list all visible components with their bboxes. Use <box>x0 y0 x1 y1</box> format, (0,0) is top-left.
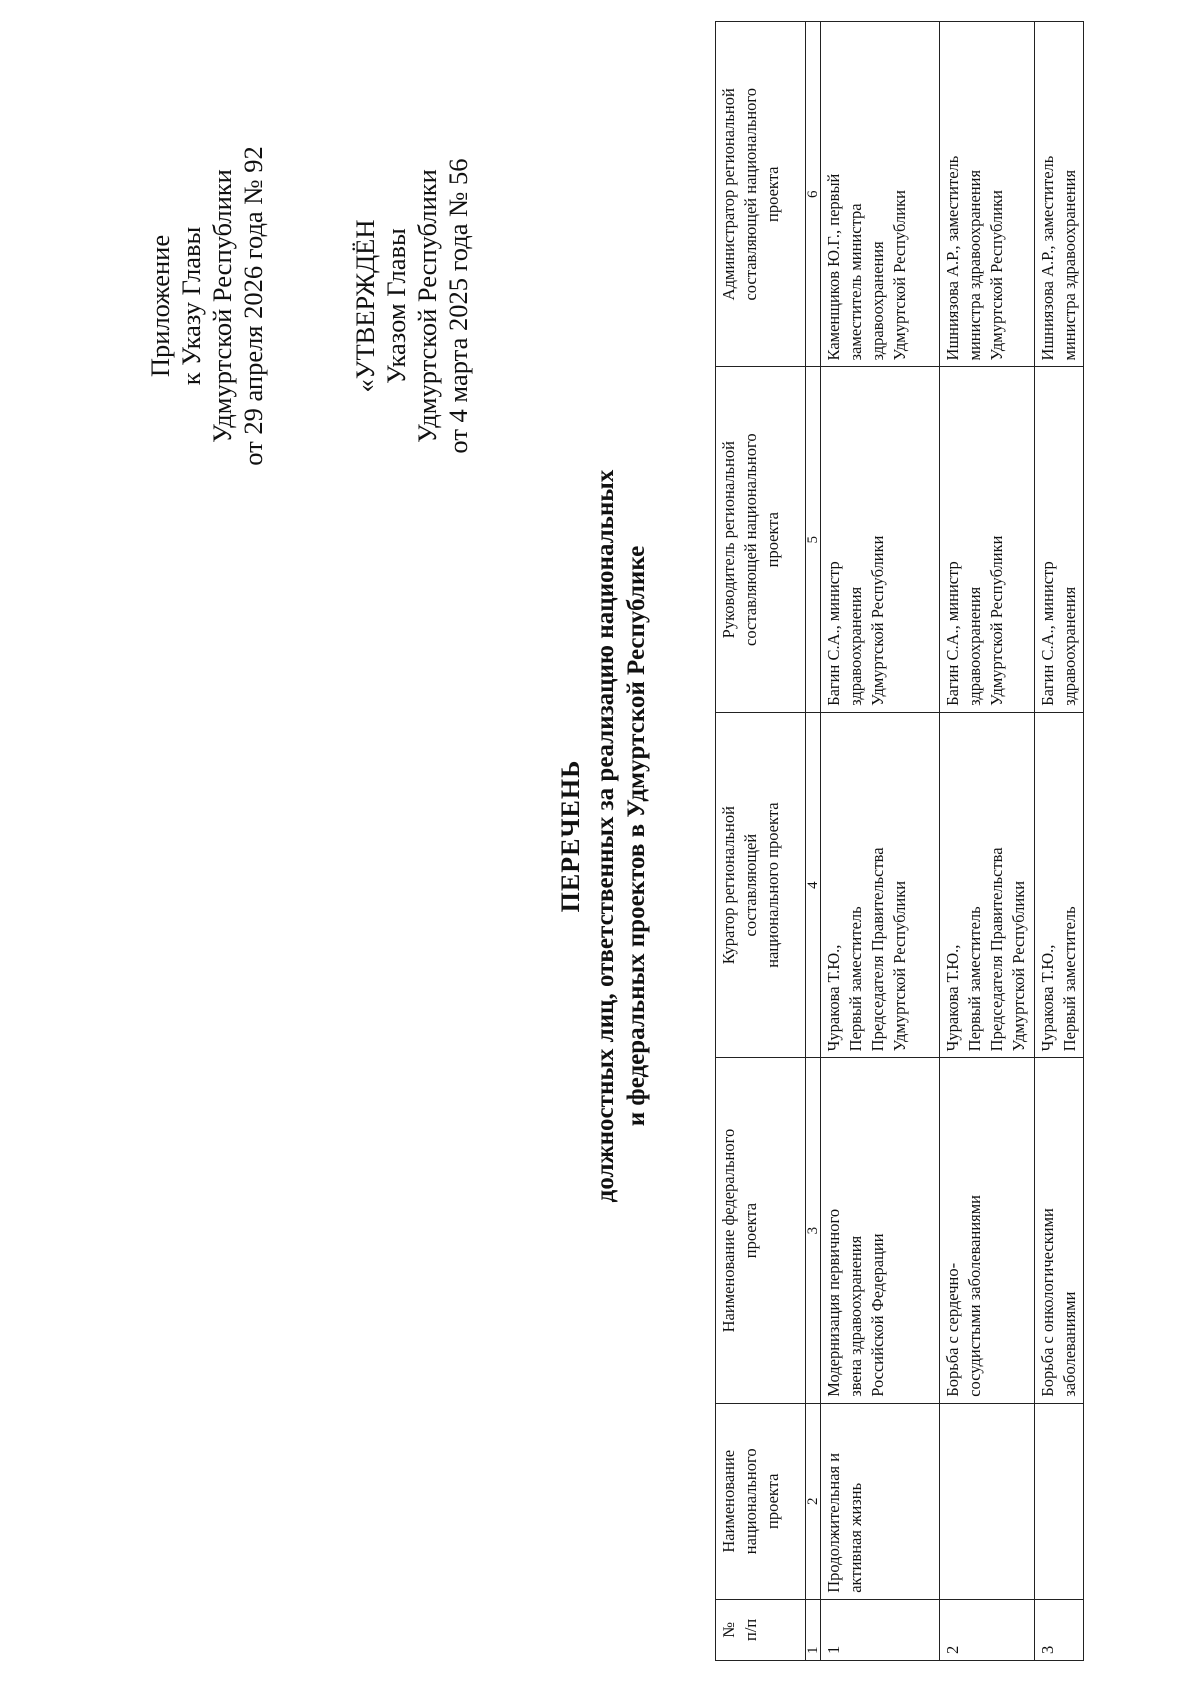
cell-line: заболеваниями <box>1060 1291 1079 1397</box>
approval-line: Указом Главы <box>381 228 411 384</box>
column-number: 5 <box>806 367 821 712</box>
cell-line: активная жизнь <box>846 1482 865 1593</box>
head-cell <box>940 367 1035 712</box>
header-text: проекта <box>763 1473 782 1529</box>
cell-line: Продолжительная и <box>824 1452 843 1593</box>
curator-cell <box>940 712 1035 1057</box>
table-row <box>821 22 940 1661</box>
curator-cell <box>821 712 940 1057</box>
cell-line: Удмуртской Республики <box>987 535 1006 706</box>
cell-line: звена здравоохранения <box>846 1235 865 1397</box>
approval-note <box>350 96 474 516</box>
header-text: национального проекта <box>763 802 782 968</box>
document-subtitle-line: должностных лиц, ответственных за реализацию национальных <box>592 469 619 1203</box>
cell-line: Удмуртской Республики <box>890 190 909 361</box>
header-text: проекта <box>763 166 782 222</box>
header-national-project <box>716 1403 806 1599</box>
cell-line: Первый заместитель <box>846 906 865 1052</box>
cell-line: сосудистыми заболеваниями <box>965 1194 984 1397</box>
document-title: ПЕРЕЧЕНЬ <box>556 759 585 913</box>
head-cell <box>821 367 940 712</box>
column-number: 1 <box>806 1599 821 1660</box>
table-header-row <box>716 22 806 1661</box>
column-number: 4 <box>806 712 821 1057</box>
header-curator <box>716 712 806 1057</box>
appendix-note <box>145 96 269 516</box>
column-number: 3 <box>806 1058 821 1403</box>
cell-line: здравоохранения <box>965 586 984 706</box>
approval-line: «УТВЕРЖДЁН <box>350 219 380 393</box>
appendix-line: к Указу Главы <box>176 226 206 386</box>
appendix-line: Удмуртской Республики <box>207 169 237 443</box>
row-num: 3 <box>1035 1599 1084 1660</box>
header-text: № <box>719 1622 738 1638</box>
national-project-cell <box>1035 1403 1084 1599</box>
cell-line: Ишниязова А.Р., заместитель <box>943 155 962 361</box>
cell-line: Удмуртской Республики <box>1009 880 1028 1052</box>
cell-line: здравоохранения <box>1060 586 1079 706</box>
approval-line: Удмуртской Республики <box>412 169 442 443</box>
cell-line: Чуракова Т.Ю., <box>943 944 962 1052</box>
column-numbers-row <box>806 22 821 1661</box>
header-text: п/п <box>741 1618 760 1642</box>
cell-line: здравоохранения <box>846 586 865 706</box>
cell-line: Модернизация первичного <box>824 1208 843 1397</box>
cell-line: Председателя Правительства <box>987 847 1006 1052</box>
federal-project-cell <box>1035 1058 1084 1403</box>
administrator-cell <box>821 22 940 367</box>
cell-line: Удмуртской Республики <box>890 880 909 1052</box>
table-row <box>1035 22 1084 1661</box>
cell-line: заместитель министра <box>846 203 865 361</box>
cell-line: Удмуртской Республики <box>987 190 1006 361</box>
header-federal-project <box>716 1058 806 1403</box>
header-text: составляющей национального <box>741 433 760 646</box>
curator-cell <box>1035 712 1084 1057</box>
row-num: 2 <box>940 1599 1035 1660</box>
cell-line: Каменщиков Ю.Г., первый <box>824 173 843 361</box>
header-text: проекта <box>741 1202 760 1259</box>
cell-line: Председателя Правительства <box>868 847 887 1052</box>
federal-project-cell <box>821 1058 940 1403</box>
cell-line: Первый заместитель <box>965 906 984 1052</box>
federal-project-cell <box>940 1058 1035 1403</box>
header-text: проекта <box>763 512 782 568</box>
appendix-line: Приложение <box>145 234 175 378</box>
cell-line: здравоохранения <box>868 241 887 361</box>
cell-line: Первый заместитель <box>1060 906 1079 1052</box>
national-project-cell <box>821 1403 940 1599</box>
header-text: Руководитель региональной <box>719 441 738 639</box>
cell-line: Багин С.А., министр <box>943 561 962 706</box>
header-text: Наименование федерального <box>719 1128 738 1333</box>
document-title-block <box>555 286 652 1386</box>
cell-line: министра здравоохранения <box>965 169 984 361</box>
administrator-cell <box>1035 22 1084 367</box>
administrator-cell <box>940 22 1035 367</box>
cell-line: Борьба с онкологическими <box>1038 1208 1057 1397</box>
cell-line: Борьба с сердечно- <box>943 1262 962 1397</box>
cell-line: Чуракова Т.Ю., <box>824 944 843 1052</box>
responsibles-table <box>715 21 1084 1661</box>
header-text: Наименование <box>719 1449 738 1553</box>
cell-line: Багин С.А., министр <box>824 561 843 706</box>
cell-line: Багин С.А., министр <box>1038 561 1057 706</box>
table-row <box>940 22 1035 1661</box>
header-text: национального <box>741 1448 760 1555</box>
appendix-line: от 29 апреля 2026 года № 92 <box>238 146 268 466</box>
cell-line: Чуракова Т.Ю., <box>1038 944 1057 1052</box>
header-head <box>716 367 806 712</box>
cell-line: Ишниязова А.Р., заместитель <box>1038 155 1057 361</box>
document-subtitle-line: и федеральных проектов в Удмуртской Республике <box>623 545 650 1127</box>
header-text: составляющей национального <box>741 87 760 301</box>
header-text: Куратор региональной <box>719 806 738 965</box>
header-text: составляющей <box>741 833 760 937</box>
header-num <box>716 1599 806 1660</box>
cell-line: Удмуртской Республики <box>868 535 887 706</box>
cell-line: Российской Федерации <box>868 1233 887 1397</box>
head-cell <box>1035 367 1084 712</box>
approval-line: от 4 марта 2025 года № 56 <box>443 158 473 454</box>
column-number: 6 <box>806 22 821 367</box>
row-num: 1 <box>821 1599 940 1660</box>
header-administrator <box>716 22 806 367</box>
header-text: Администратор региональной <box>719 88 738 301</box>
national-project-cell <box>940 1403 1035 1599</box>
cell-line: министра здравоохранения <box>1060 169 1079 361</box>
column-number: 2 <box>806 1403 821 1599</box>
